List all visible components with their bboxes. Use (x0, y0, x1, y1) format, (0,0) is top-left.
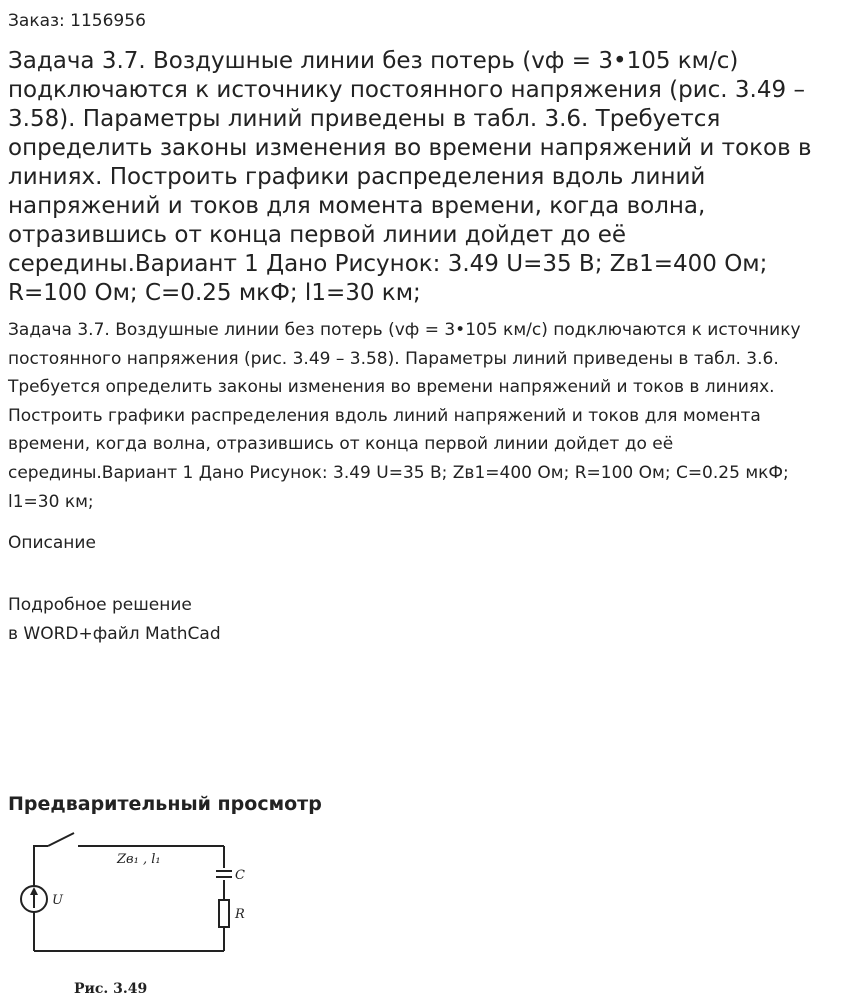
description-heading: Описание (8, 533, 96, 553)
preview-heading: Предварительный просмотр (8, 793, 322, 815)
task-title: Задача 3.7. Воздушные линии без потерь (vф = 3•105 км/с) подключаются к источнику постоянного напряжения (рис. 3.49 – 3.58). Параметры линий приведены в табл. 3.6. Требуется определить законы изменения во времени напряжений и токов в линиях. Построить графики распределения вдоль линий напряжений и токов для момента времени, когда волна, отразившись от конца первой линии дойдет до её середины.Вариант 1 Дано Рисунок: 3.49 U=35 В; Zв1=400 Ом; R=100 Ом; C=0.25 мкФ; l1=30 км; (8, 48, 812, 306)
circuit-diagram (10, 826, 260, 1002)
circuit-wires (21, 833, 232, 951)
figure-caption: Рис. 3.49 (74, 981, 148, 997)
order-number: Заказ: 1156956 (8, 11, 146, 31)
resistor-label: R (235, 907, 245, 922)
line-label: Zв₁ , l₁ (117, 852, 161, 867)
capacitor-label: C (235, 868, 245, 883)
switch-icon (48, 833, 74, 846)
task-text: Задача 3.7. Воздушные линии без потерь (vф = 3•105 км/с) подключаются к источнику постоянного напряжения (рис. 3.49 – 3.58). Параметры линий приведены в табл. 3.6. Требуется определить законы изменения во времени напряжений и токов в линиях. Построить графики распределения вдоль линий напряжений и токов для момента времени, когда волна, отразившись от конца первой линии дойдет до её середины.Вариант 1 Дано Рисунок: 3.49 U=35 В; Zв1=400 Ом; R=100 Ом; C=0.25 мкФ; l1=30 км; (8, 320, 801, 512)
resistor-icon (219, 900, 229, 927)
source-label: U (52, 893, 63, 908)
source-arrow-icon (30, 887, 38, 895)
description-line-1: Подробное решение (8, 595, 192, 615)
description-line-2: в WORD+файл MathCad (8, 624, 221, 644)
circuit-figure (10, 826, 260, 1006)
